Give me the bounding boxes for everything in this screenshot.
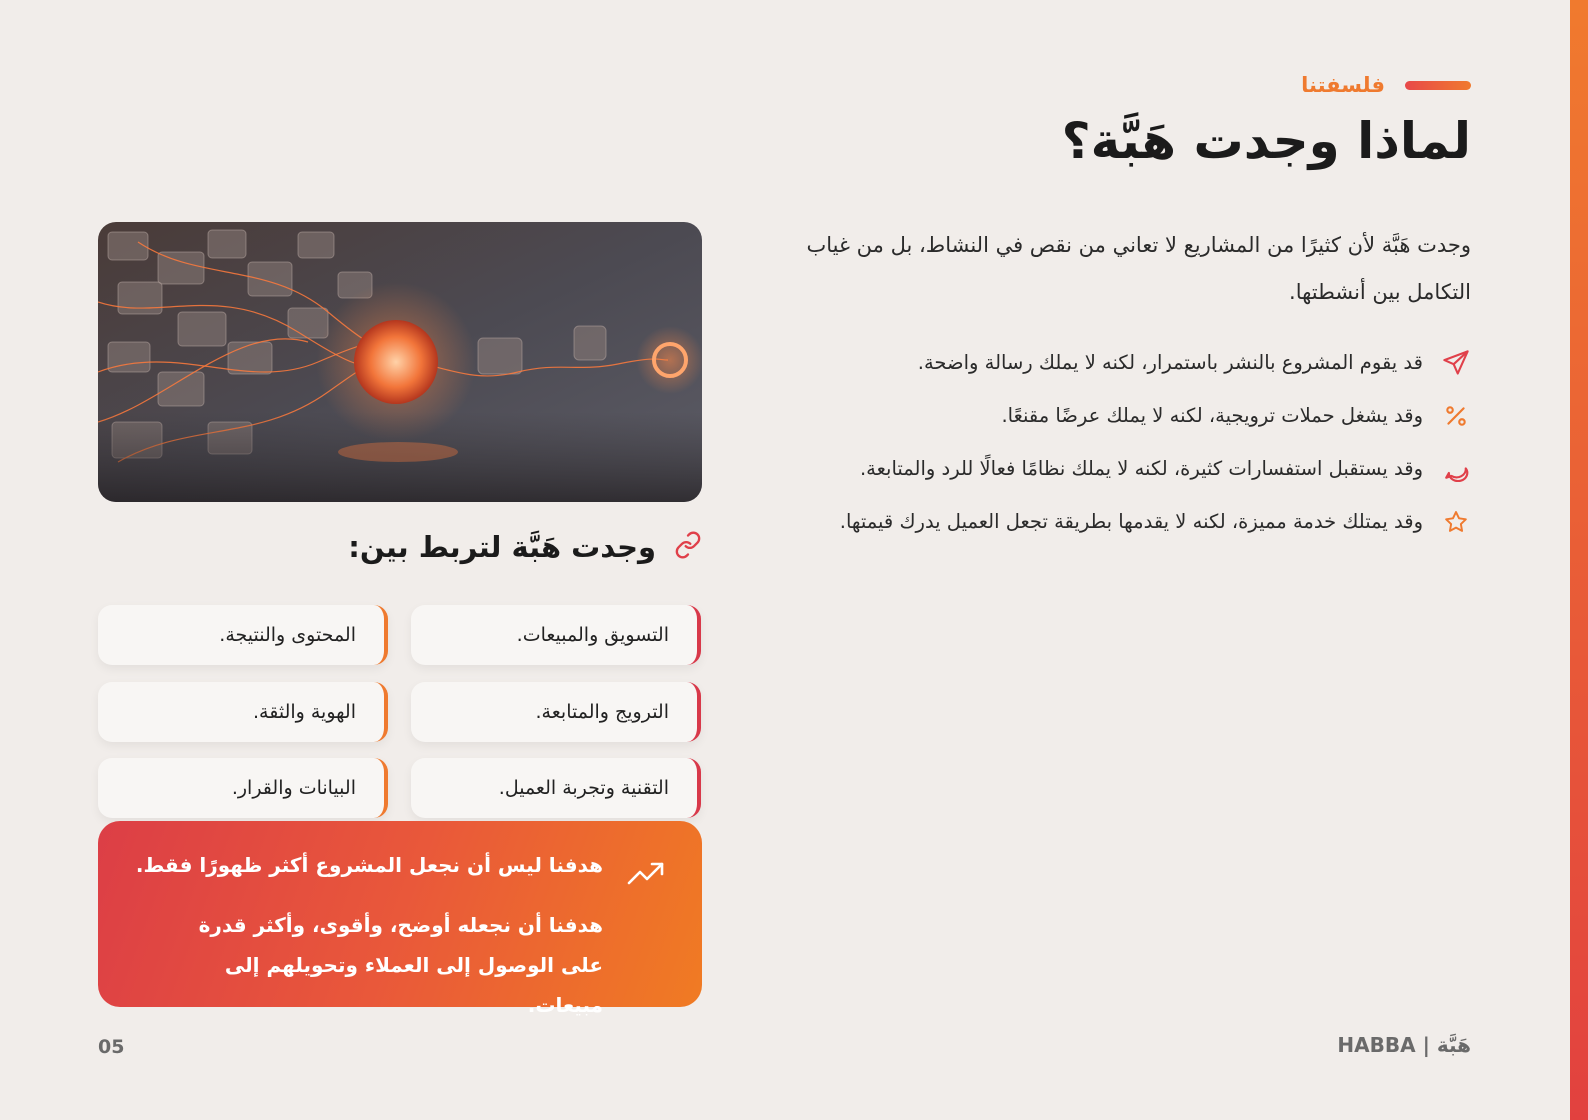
eyebrow-row	[1301, 73, 1471, 97]
eyebrow-accent-line	[1405, 81, 1471, 90]
brand-footer: هَبَّة | HABBA	[1337, 1033, 1471, 1057]
pill-item	[98, 682, 388, 742]
pill-text: الهوية والثقة.	[253, 701, 356, 723]
list-item	[771, 389, 1471, 442]
trending-up-icon	[626, 859, 666, 893]
send-icon	[1441, 348, 1471, 378]
percent-icon	[1441, 401, 1471, 431]
list-item	[771, 336, 1471, 389]
edge-accent-bar	[1570, 0, 1588, 1120]
connect-title: وجدت هَبَّة لتربط بين:	[348, 530, 656, 564]
hero-image	[98, 222, 702, 502]
intro-paragraph: وجدت هَبَّة لأن كثيرًا من المشاريع لا تعاني من نقص في النشاط، بل من غياب التكامل بين أنشطتها.	[806, 233, 1471, 304]
list-item-text: قد يقوم المشروع بالنشر باستمرار، لكنه لا يملك رسالة واضحة.	[917, 351, 1423, 374]
pill-text: البيانات والقرار.	[231, 777, 356, 799]
chat-bubble-icon	[1441, 454, 1471, 484]
list-item-text: وقد يشغل حملات ترويجية، لكنه لا يملك عرضًا مقنعًا.	[1001, 404, 1423, 427]
list-item	[771, 442, 1471, 495]
goal-statement: هدفنا ليس أن نجعل المشروع أكثر ظهورًا فقط.	[135, 853, 603, 877]
eyebrow-label: فلسفتنا	[1301, 73, 1385, 97]
pill-text: الترويج والمتابعة.	[535, 701, 669, 723]
link-icon	[674, 531, 702, 563]
goal-card	[98, 821, 702, 1017]
pill-item	[98, 758, 388, 818]
list-item-text: وقد يستقبل استفسارات كثيرة، لكنه لا يملك نظامًا فعالًا للرد والمتابعة.	[859, 457, 1423, 480]
pill-item	[411, 682, 701, 742]
pill-item	[411, 758, 701, 818]
star-icon	[1441, 507, 1471, 537]
connect-heading-row	[345, 530, 702, 564]
pill-item	[411, 605, 701, 665]
pill-item	[98, 605, 388, 665]
list-item-text: وقد يمتلك خدمة مميزة، لكنه لا يقدمها بطريقة تجعل العميل يدرك قيمتها.	[839, 510, 1423, 533]
goal-description: هدفنا أن نجعله أوضح، وأقوى، وأكثر قدرة على الوصول إلى العملاء وتحويلهم إلى مبيعات.	[198, 913, 603, 1017]
page-title: لماذا وجدت هَبَّة؟	[1061, 112, 1471, 170]
list-item	[771, 495, 1471, 548]
pill-text: المحتوى والنتيجة.	[219, 624, 356, 646]
page-number: 05	[98, 1036, 125, 1058]
pill-text: التسويق والمبيعات.	[516, 624, 669, 646]
pill-text: التقنية وتجربة العميل.	[498, 777, 669, 799]
problem-list	[771, 336, 1471, 548]
